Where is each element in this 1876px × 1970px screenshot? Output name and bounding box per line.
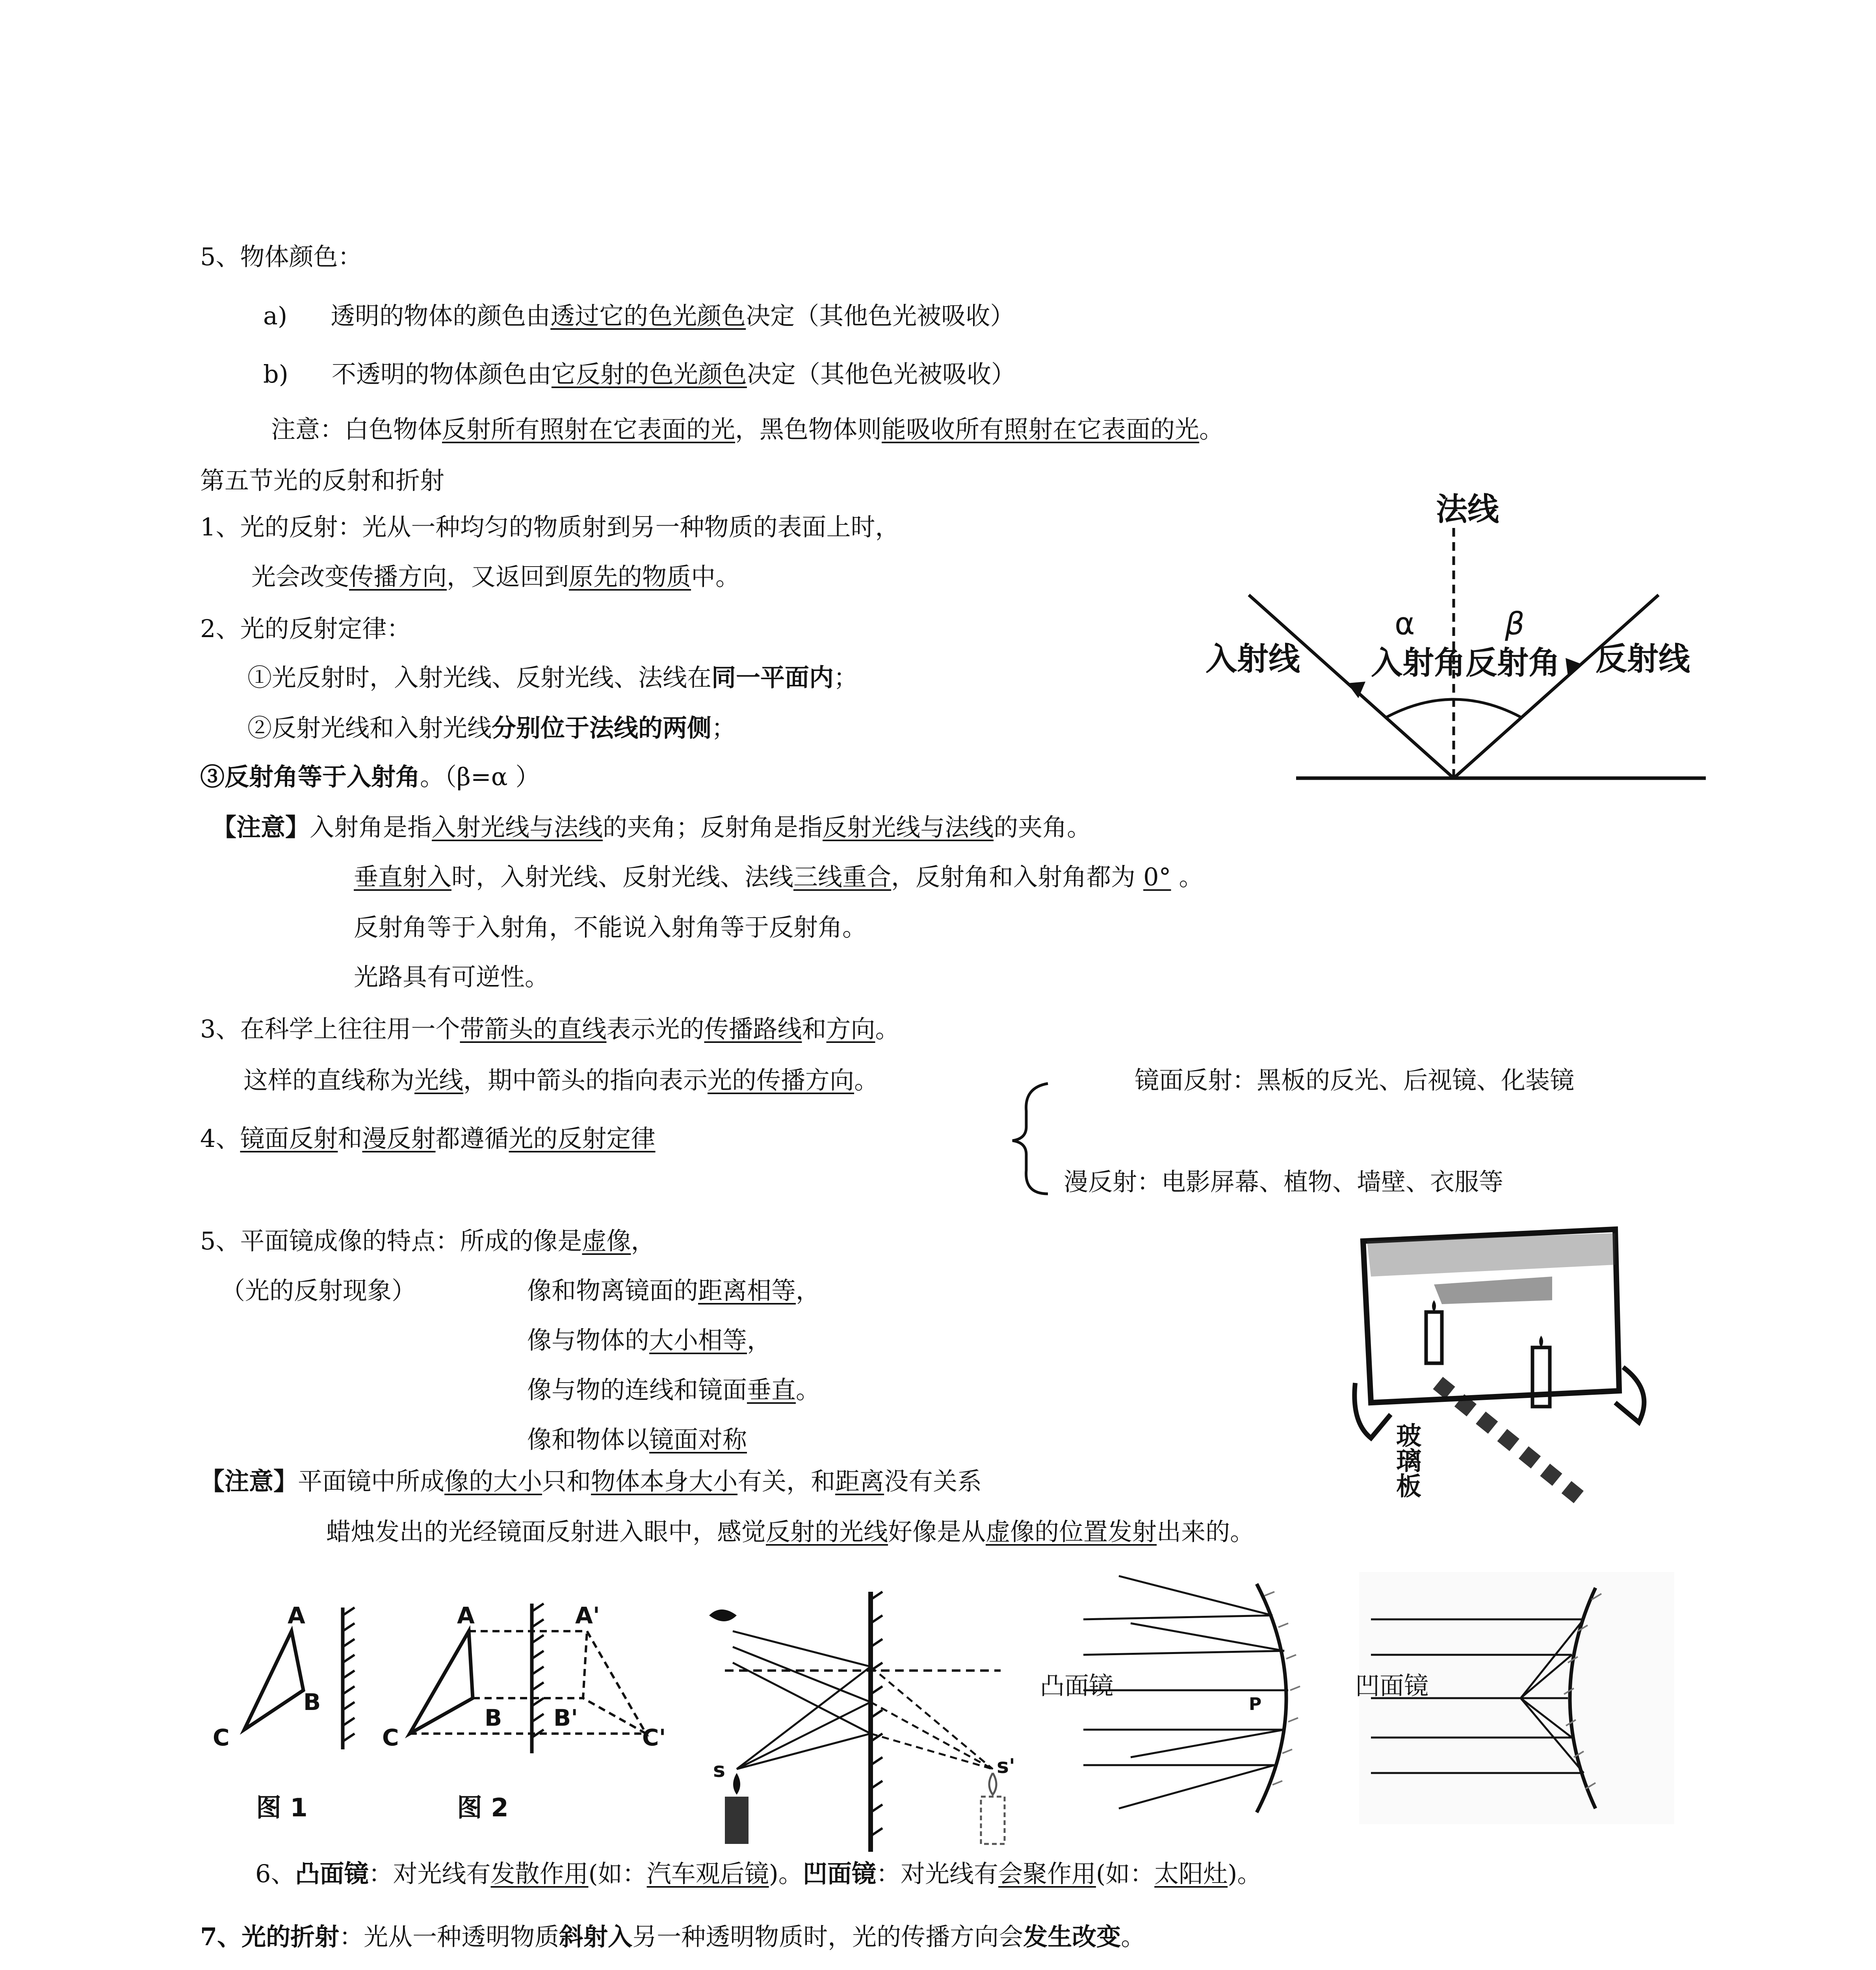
color-note: 注意：白色物体反射所有照射在它表面的光，黑色物体则能吸收所有照射在它表面的光。	[271, 415, 1224, 444]
glass-plate-illustration	[1347, 1217, 1662, 1501]
reflection-law-2: ②反射光线和入射光线分别位于法线的两侧；	[247, 714, 736, 742]
fig1-B: B	[303, 1689, 321, 1715]
reflection-note-4: 光路具有可逆性。	[354, 963, 550, 991]
reflection-note-1: 【注意】入射角是指入射光线与法线的夹角；反射角是指反射光线与法线的夹角。	[212, 813, 1092, 842]
reflection-law-3: ③反射角等于入射角。（β=α ）	[200, 762, 540, 791]
mirrors-summary: 6、凸面镜：对光线有发散作用(如：汽车观后镜)。凹面镜：对光线有会聚作用(如：太阳灶)。	[255, 1859, 1262, 1888]
refraction-def: 7、光的折射：光从一种透明物质斜射入另一种透明物质时，光的传播方向会发生改变。	[200, 1922, 1146, 1951]
reflection-law-1: ①光反射时，入射光线、反射光线、法线在同一平面内；	[247, 663, 858, 692]
incident-ray-label: 入射线	[1205, 641, 1300, 677]
fig2-C: C	[382, 1724, 399, 1751]
plane-mirror-feature-4: 像和物体以镜面对称	[527, 1425, 747, 1454]
plane-mirror-feature-2: 像与物体的大小相等，	[527, 1326, 772, 1355]
reflection-law-title: 2、光的反射定律：	[200, 614, 411, 643]
fig2-A: A	[457, 1602, 475, 1629]
beta-label: β	[1505, 606, 1525, 642]
specular-examples: 镜面反射：黑板的反光、后视镜、化装镜	[1135, 1066, 1575, 1095]
figure-2	[378, 1580, 685, 1824]
plane-mirror-note-1: 【注意】平面镜中所成像的大小只和物体本身大小有关，和距离没有关系	[200, 1467, 982, 1496]
glass-plate-label: 玻璃板	[1392, 1422, 1421, 1498]
plane-mirror-paren: （光的反射现象）	[221, 1276, 416, 1305]
fig1-C: C	[213, 1724, 230, 1751]
fig1-caption: 图 1	[256, 1793, 308, 1823]
fig2-C2: C'	[642, 1724, 666, 1751]
fig2-B2: B'	[554, 1704, 578, 1731]
convex-label: 凸面镜	[1040, 1671, 1114, 1700]
alpha-label: α	[1395, 606, 1415, 642]
ray-def: 3、在科学上往往用一个带箭头的直线表示光的传播路线和方向。	[200, 1015, 900, 1043]
brace	[1009, 1080, 1056, 1198]
normal-label: 法线	[1436, 491, 1499, 528]
fig1-A: A	[288, 1602, 305, 1629]
candle-s2: s'	[997, 1754, 1015, 1778]
ray-def-cont: 这样的直线称为光线，期中箭头的指向表示光的传播方向。	[243, 1066, 879, 1095]
reflection-note-2: 垂直射入时，入射光线、反射光线、法线三线重合，反射角和入射角都为 0° 。	[354, 862, 1204, 891]
reflected-ray-label: 反射线	[1596, 641, 1690, 677]
fig2-A2: A'	[575, 1602, 600, 1629]
plane-mirror-note-2: 蜡烛发出的光经镜面反射进入眼中，感觉反射的光线好像是从虚像的位置发射出来的。	[326, 1517, 1255, 1546]
concave-mirror-figure	[1355, 1572, 1674, 1824]
concave-label: 凹面镜	[1355, 1671, 1429, 1700]
reflection-def-cont: 光会改变传播方向，又返回到原先的物质中。	[251, 562, 740, 591]
color-item-b: b) 不透明的物体颜色由它反射的色光颜色决定（其他色光被吸收）	[263, 360, 1016, 388]
reflection-def: 1、光的反射：光从一种均匀的物质射到另一种物质的表面上时，	[200, 513, 900, 541]
fig2-caption: 图 2	[457, 1793, 509, 1823]
diffuse-examples: 漫反射：电影屏幕、植物、墙壁、衣服等	[1064, 1167, 1504, 1196]
fig2-B: B	[485, 1704, 502, 1731]
color-title: 5、物体颜色：	[200, 242, 362, 271]
plane-mirror-feature-1: 像和物离镜面的距离相等，	[527, 1276, 821, 1305]
reflection-note-3: 反射角等于入射角，不能说入射角等于反射角。	[354, 913, 867, 942]
reflected-angle-label: 反射角	[1466, 645, 1560, 681]
plane-mirror-feature-3: 像与物的连线和镜面垂直。	[527, 1375, 821, 1404]
reflection-types: 4、镜面反射和漫反射都遵循光的反射定律	[200, 1124, 656, 1153]
incident-angle-label: 入射角	[1371, 645, 1466, 681]
candle-mirror-figure	[701, 1584, 1016, 1860]
convex-P: P	[1249, 1694, 1262, 1714]
figure-1	[197, 1580, 386, 1824]
reflection-diagram	[1198, 477, 1710, 792]
candle-s: s	[713, 1758, 725, 1782]
color-item-a: a) 透明的物体的颜色由透过它的色光颜色决定（其他色光被吸收）	[263, 301, 1015, 330]
convex-mirror-figure	[1040, 1572, 1316, 1824]
section-title: 第五节光的反射和折射	[200, 466, 445, 495]
plane-mirror-title: 5、平面镜成像的特点：所成的像是虚像，	[200, 1227, 656, 1255]
